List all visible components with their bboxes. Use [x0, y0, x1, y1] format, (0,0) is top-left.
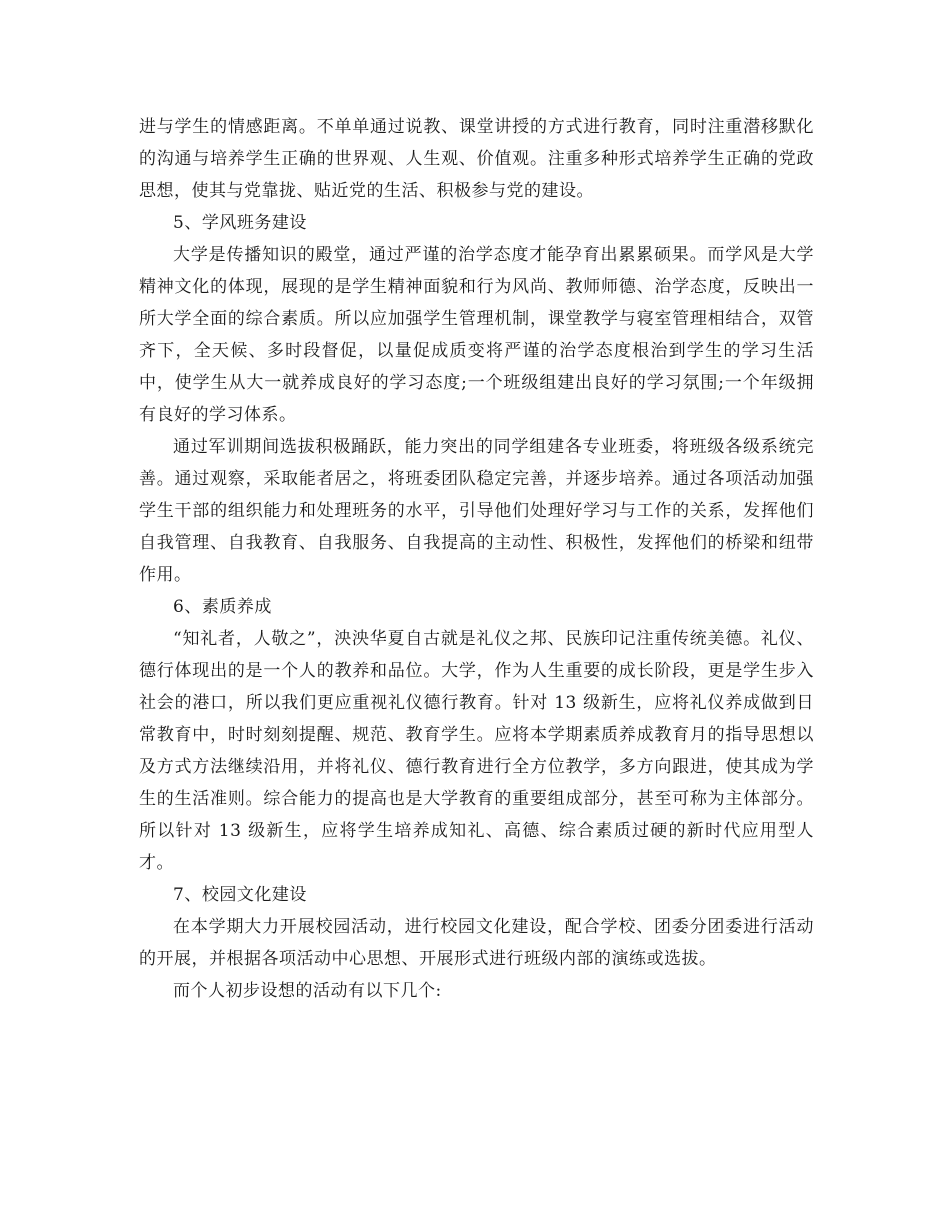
paragraph-quality-cultivation: “知礼者，人敬之”，泱泱华夏自古就是礼仪之邦、民族印记注重传统美德。礼仪、德行体现出的是一个人的教养和品位。大学，作为人生重要的成长阶段，更是学生步入社会的港口，所以我们更应重视礼仪德行教育。针对 13 级新生，应将礼仪养成做到日常教育中，时时刻刻提醒、规范、教育学生。应将本学期素质养成教育月的指导思想以及方式方法继续沿用，并将礼仪、德行教育进行全方位教学，多方向跟进，使其成为学生的生活准则。综合能力的提高也是大学教育的重要组成部分，甚至可称为主体部分。所以针对 13 级新生，应将学生培养成知礼、高德、综合素质过硬的新时代应用型人才。 [139, 629, 814, 873]
paragraph-campus-culture: 在本学期大力开展校园活动，进行校园文化建设，配合学校、团委分团委进行活动的开展，并根据各项活动中心思想、开展形式进行班级内部的演练或选拔。 [139, 917, 814, 969]
paragraph-class-committee: 通过军训期间选拔积极踊跃，能力突出的同学组建各专业班委，将班级各级系统完善。通过观察，采取能者居之，将班委团队稳定完善，并逐步培养。通过各项活动加强学生干部的组织能力和处理班务的水平，引导他们处理好学习与工作的关系，发挥他们自我管理、自我教育、自我服务、自我提高的主动性、积极性，发挥他们的桥梁和纽带作用。 [139, 437, 814, 585]
section-heading-5: 5、学风班务建设 [173, 213, 307, 233]
paragraph-activities-intro: 而个人初步设想的活动有以下几个: [173, 981, 442, 1001]
paragraph-continued: 进与学生的情感距离。不单单通过说教、课堂讲授的方式进行教育，同时注重潜移默化的沟通与培养学生正确的世界观、人生观、价值观。注重多种形式培养学生正确的党政思想，使其与党靠拢、贴近党的生活、积极参与党的建设。 [139, 117, 814, 201]
section-heading-7: 7、校园文化建设 [173, 885, 307, 905]
paragraph-study-style: 大学是传播知识的殿堂，通过严谨的治学态度才能孕育出累累硕果。而学风是大学精神文化的体现，展现的是学生精神面貌和行为风尚、教师师德、治学态度，反映出一所大学全面的综合素质。所以应加强学生管理机制，课堂教学与寝室管理相结合，双管齐下，全天候、多时段督促，以量促成质变将严谨的治学态度根治到学生的学习生活中，使学生从大一就养成良好的学习态度;一个班级组建出良好的学习氛围;一个年级拥有良好的学习体系。 [139, 245, 814, 425]
document-body [139, 111, 814, 1007]
section-heading-6: 6、素质养成 [173, 597, 272, 617]
